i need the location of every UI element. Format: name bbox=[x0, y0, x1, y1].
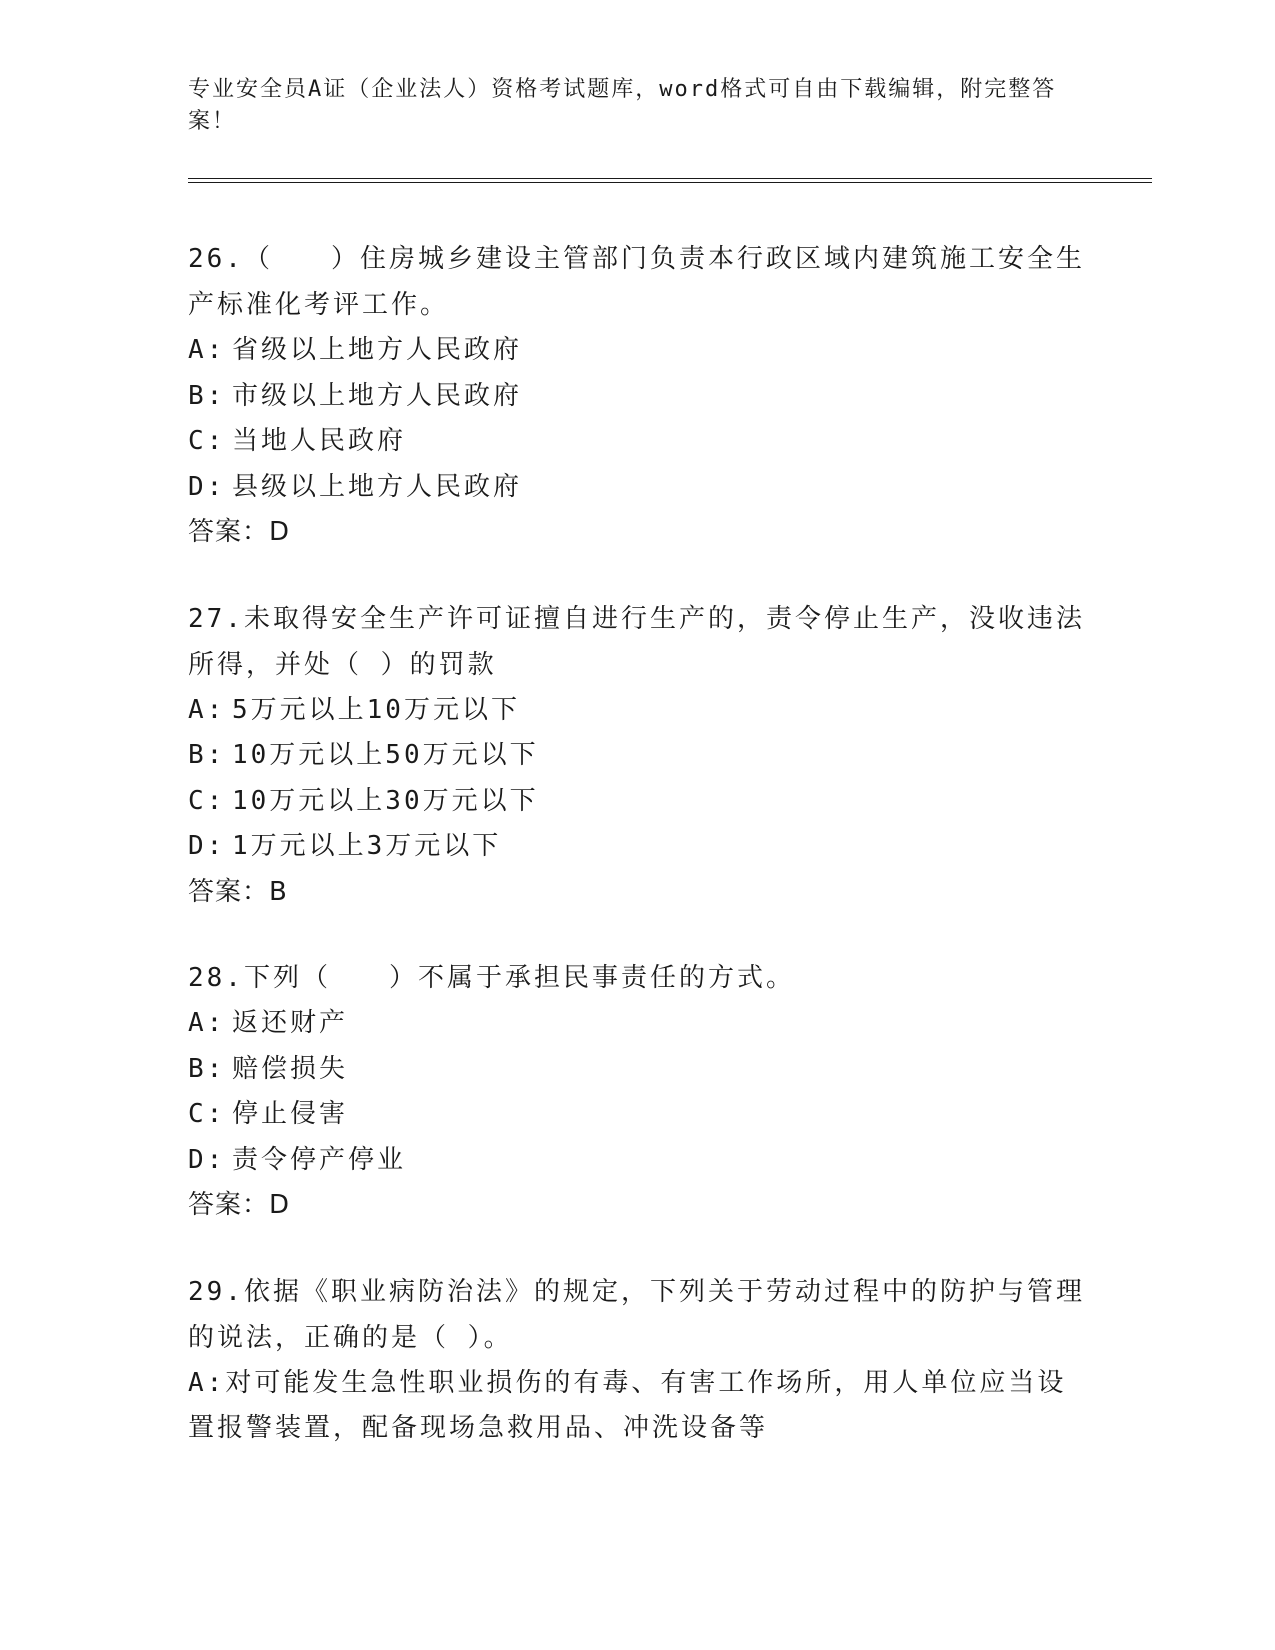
question-list bbox=[188, 236, 1088, 1492]
option-d bbox=[188, 824, 1088, 870]
question-stem: 26.（ ）住房城乡建设主管部门负责本行政区域内建筑施工安全生产标准化考评工作。 bbox=[188, 244, 1085, 320]
option-text: 赔偿损失 bbox=[232, 1053, 349, 1084]
option-d bbox=[188, 465, 1088, 511]
option-b bbox=[188, 733, 1088, 779]
option-text: 当地人民政府 bbox=[232, 426, 407, 456]
option-key: D: bbox=[188, 831, 226, 861]
option-key: A: bbox=[188, 694, 226, 725]
question-28 bbox=[188, 955, 1088, 1229]
option-key: A: bbox=[188, 1008, 226, 1038]
option-a bbox=[188, 688, 1088, 734]
header-divider-top-line bbox=[188, 178, 1152, 179]
option-c bbox=[188, 779, 1088, 825]
option-text: 10万元以上50万元以下 bbox=[232, 740, 539, 770]
option-key: C: bbox=[188, 426, 226, 456]
option-a bbox=[188, 1001, 1088, 1047]
header-divider-bottom-line bbox=[188, 182, 1152, 183]
option-text: 责令停产停业 bbox=[232, 1144, 407, 1175]
option-c bbox=[188, 419, 1088, 465]
option-a bbox=[188, 1361, 1088, 1452]
option-text: 5万元以上10万元以下 bbox=[232, 694, 520, 725]
question-26 bbox=[188, 236, 1088, 556]
option-text: 返还财产 bbox=[232, 1008, 349, 1038]
option-b bbox=[188, 374, 1088, 420]
header-divider bbox=[188, 178, 1152, 184]
option-key: B: bbox=[188, 380, 226, 411]
option-key: C: bbox=[188, 785, 226, 816]
option-a bbox=[188, 328, 1088, 374]
option-key: D: bbox=[188, 471, 226, 502]
option-b bbox=[188, 1047, 1088, 1093]
option-text: 1万元以上3万元以下 bbox=[232, 831, 502, 861]
option-d bbox=[188, 1138, 1088, 1184]
answer-line: 答案：D bbox=[188, 1190, 291, 1220]
answer-line: 答案：B bbox=[188, 876, 288, 907]
option-key: C: bbox=[188, 1099, 226, 1129]
option-c bbox=[188, 1092, 1088, 1138]
option-text: 10万元以上30万元以下 bbox=[232, 785, 539, 816]
option-key: B: bbox=[188, 1053, 226, 1084]
question-27 bbox=[188, 596, 1088, 916]
option-key: B: bbox=[188, 740, 226, 770]
option-text: 市级以上地方人民政府 bbox=[232, 380, 523, 411]
option-text: 停止侵害 bbox=[232, 1099, 349, 1129]
question-stem: 29.依据《职业病防治法》的规定，下列关于劳动过程中的防护与管理的说法，正确的是（ ）。 bbox=[188, 1276, 1085, 1353]
option-key: D: bbox=[188, 1144, 226, 1175]
document-header: 专业安全员A证（企业法人）资格考试题库，word格式可自由下载编辑，附完整答案！ bbox=[188, 77, 1057, 134]
answer-line: 答案：D bbox=[188, 517, 291, 547]
option-text: 省级以上地方人民政府 bbox=[232, 335, 523, 365]
question-stem: 27.未取得安全生产许可证擅自进行生产的，责令停止生产，没收违法所得，并处（ ）的罚款 bbox=[188, 603, 1085, 680]
question-stem: 28.下列（ ）不属于承担民事责任的方式。 bbox=[188, 963, 795, 993]
option-key: A: bbox=[188, 335, 226, 365]
option-text: 县级以上地方人民政府 bbox=[232, 471, 523, 502]
question-29 bbox=[188, 1269, 1088, 1452]
option-text: 对可能发生急性职业损伤的有毒、有害工作场所，用人单位应当设置报警装置，配备现场急救用品、冲洗设备等 bbox=[188, 1367, 1067, 1443]
option-key: A: bbox=[188, 1367, 226, 1398]
